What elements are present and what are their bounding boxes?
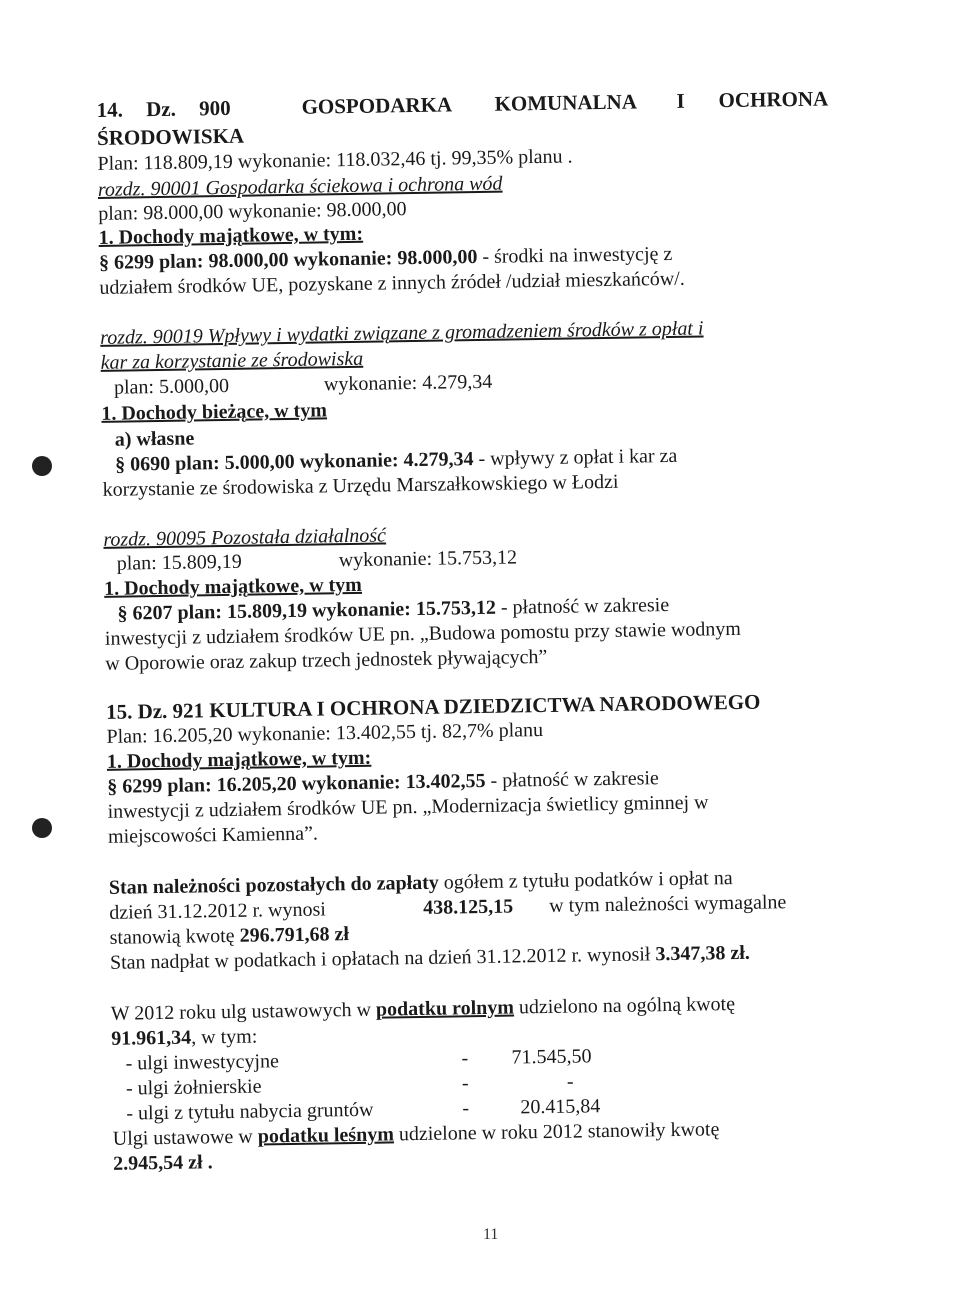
rozdz-90019-wlasne: a) własne: [114, 427, 195, 451]
rozdz-90095-dochody: 1. Dochody majątkowe, w tym: [103, 573, 363, 600]
paragraph-6207-desc: - płatność w zakresie: [495, 594, 670, 619]
ulgi-item-dash: -: [462, 1097, 470, 1120]
rozdz-90095-wykonanie: wykonanie: 15.753,12: [338, 546, 518, 572]
ulgi-item-label: - ulgi żołnierskie: [125, 1075, 262, 1100]
ulgi-item-value: 71.545,50: [511, 1045, 592, 1069]
stan-total-amount: 438.125,15: [423, 895, 514, 919]
stan-wymagalne-amount: 296.791,68 zł: [239, 923, 350, 947]
rozdz-90001-dochody: 1. Dochody majątkowe, w tym:: [98, 222, 364, 249]
section-15-heading: 15. Dz. 921 KULTURA I OCHRONA DZIEDZICTWA NARODOWEGO: [105, 689, 761, 724]
section-14-heading-line2: ŚRODOWISKA: [96, 123, 245, 150]
section-15-dochody: 1. Dochody majątkowe, w tym:: [106, 746, 372, 773]
stan-nadplat-text: Stan nadpłat w podatkach i opłatach na dzień 31.12.2012 r. wynosił: [109, 943, 656, 974]
heading-word-2: KOMUNALNA: [494, 89, 638, 116]
rozdz-90095-paragraph-line3: w Oporowie oraz zakup trzech jednostek pływających”: [105, 645, 548, 675]
punch-hole: [32, 456, 52, 476]
ulgi-item-dash: -: [461, 1047, 469, 1070]
stan-naleznosci-label: Stan należności pozostałych do zapłaty: [108, 871, 440, 899]
paragraph-6299-s15-values: § 6299 plan: 16.205,20 wykonanie: 13.402,55: [107, 769, 486, 798]
paragraph-6299-s15-desc: - płatność w zakresie: [485, 767, 660, 792]
rozdz-90019-paragraph-line2: korzystanie ze środowiska z Urzędu Marszałkowskiego w Łodzi: [102, 470, 619, 501]
section-14-plan: Plan: 118.809,19 wykonanie: 118.032,46 tj. 99,35% planu .: [97, 145, 573, 175]
page-number: 11: [483, 1226, 499, 1243]
ulgi-item-label: - ulgi z tytułu nabycia gruntów: [126, 1098, 374, 1125]
punch-hole: [32, 818, 52, 838]
paragraph-6299-desc: - środki na inwestycję z: [477, 242, 673, 268]
ulgi-item-label: - ulgi inwestycyjne: [125, 1050, 280, 1075]
rozdz-90019-wykonanie: wykonanie: 4.279,34: [323, 370, 493, 396]
ulgi-podatek-lesny: podatku leśnym: [257, 1123, 395, 1148]
ulgi-intro: W 2012 roku ulg ustawowych w: [110, 998, 377, 1025]
rozdz-90001-plan: plan: 98.000,00 wykonanie: 98.000,00: [98, 198, 407, 225]
ulgi-item-value: 20.415,84: [520, 1095, 601, 1119]
heading-code: 900: [198, 95, 231, 121]
section-15-paragraph-line3: miejscowości Kamienna”.: [107, 822, 319, 848]
rozdz-90095-plan: plan: 15.809,19: [116, 550, 242, 575]
section-15-plan: Plan: 16.205,20 wykonanie: 13.402,55 tj. 82,7% planu: [106, 719, 544, 748]
rozdz-90095-paragraph-line2: inwestycji z udziałem środków UE pn. „Budowa pomostu przy stawie wodnym: [104, 617, 742, 650]
ulgi-lesny-intro: Ulgi ustawowe w: [112, 1125, 258, 1150]
rozdz-90019-dochody: 1. Dochody bieżące, w tym: [101, 399, 328, 425]
heading-word-3: I: [676, 88, 685, 113]
heading-word-4: OCHRONA: [718, 86, 829, 113]
heading-number: 14.: [96, 97, 124, 122]
section-15-paragraph-line2: inwestycji z udziałem środków UE pn. „Modernizacja świetlicy gminnej w: [107, 791, 709, 823]
paragraph-0690-values: § 0690 plan: 5.000,00 wykonanie: 4.279,34: [115, 448, 474, 476]
paragraph-6299-values: § 6299 plan: 98.000,00 wykonanie: 98.000,00: [98, 245, 478, 274]
rozdz-90001-title: rozdz. 90001 Gospodarka ściekowa i ochrona wód: [97, 172, 503, 201]
stan-nadplat-amount: 3.347,38 zł.: [655, 941, 751, 966]
rozdz-90019-plan: plan: 5.000,00: [113, 374, 230, 399]
ulgi-podatek-rolny: podatku rolnym: [375, 996, 515, 1021]
ulgi-total-amount: 91.961,34: [111, 1026, 192, 1050]
rozdz-90001-paragraph-line2: udziałem środków UE, pozyskane z innych źródeł /udział mieszkańców/.: [99, 267, 685, 299]
rozdz-90019-title: rozdz. 90019 Wpływy i wydatki związane z gromadzeniem środków z opłat i: [100, 317, 704, 349]
stan-date-text: dzień 31.12.2012 r. wynosi: [109, 898, 327, 924]
ulgi-w-tym: , w tym:: [191, 1025, 258, 1049]
rozdz-90019-title-line2: kar za korzystanie ze środowiska: [100, 347, 364, 374]
heading-dz: Dz.: [145, 96, 177, 122]
ulgi-lesny-amount: 2.945,54 zł .: [113, 1151, 213, 1175]
stan-naleznosci-desc: ogółem z tytułu podatków i opłat na: [438, 867, 733, 894]
stan-wymagalne-text: w tym należności wymagalne: [549, 891, 787, 917]
ulgi-item-dash: -: [461, 1072, 469, 1095]
stan-kwota-text: stanowią kwotę: [109, 924, 240, 949]
paragraph-6207-values: § 6207 plan: 15.809,19 wykonanie: 15.753,12: [117, 596, 497, 625]
rozdz-90095-title: rozdz. 90095 Pozostała działalność: [103, 524, 387, 551]
ulgi-lesny-desc: udzielone w roku 2012 stanowiły kwotę: [393, 1118, 720, 1146]
ulgi-kwota-text: udzielono na ogólną kwotę: [513, 993, 736, 1019]
heading-word-1: GOSPODARKA: [301, 92, 453, 119]
ulgi-item-value: -: [566, 1070, 574, 1093]
paragraph-0690-desc: - wpływy z opłat i kar za: [473, 444, 678, 471]
